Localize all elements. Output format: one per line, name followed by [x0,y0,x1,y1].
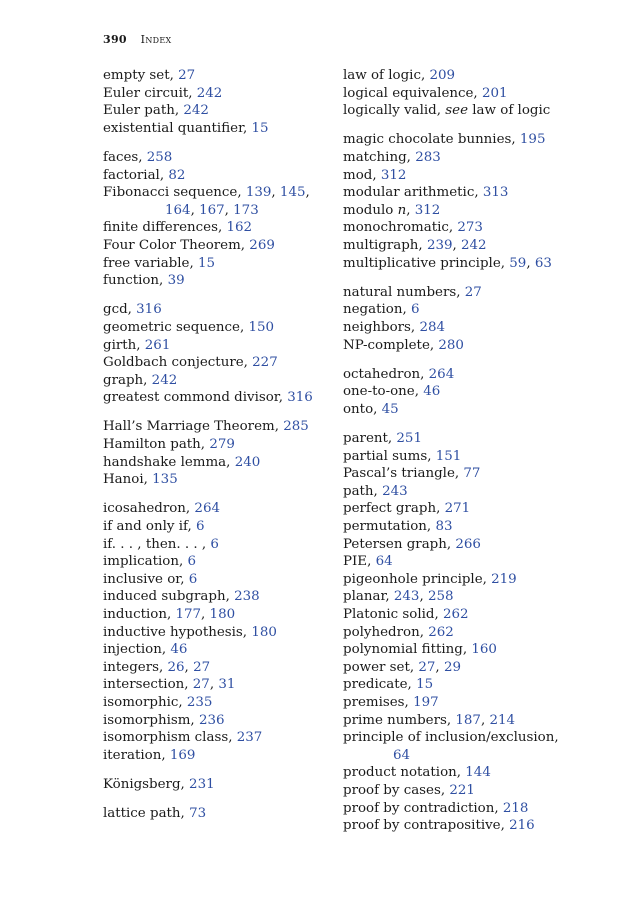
page-link[interactable]: 285 [283,419,309,435]
index-entry [343,383,588,401]
index-entry [343,131,588,149]
index-term: matching, [343,149,416,165]
index-term: gcd, [103,302,137,318]
index-entry [103,319,333,337]
index-entry: multigraph, 239, 242 [343,237,487,253]
index-entry [103,272,333,290]
page-link[interactable]: 227 [252,355,278,371]
page-link[interactable]: 145 [279,185,306,201]
page-link[interactable]: 63 [534,255,552,271]
page-link[interactable]: 150 [248,319,275,335]
page-link[interactable]: 15 [251,120,269,136]
index-term: girth, [103,337,145,353]
index-term: isomorphism class, [103,730,237,746]
page-link[interactable]: 160 [471,642,497,658]
index-term: Goldbach conjecture, [103,355,253,371]
index-entry [343,284,588,302]
index-term: isomorphism, [103,712,199,728]
page-link[interactable]: 15 [416,677,434,693]
separator: , [224,202,234,218]
index-term: lattice path, [103,806,190,822]
page-link[interactable]: 242 [151,372,178,388]
page-link[interactable]: 27 [464,284,482,300]
index-term: partial sums, [343,448,436,464]
index-entry [343,817,588,835]
index-entry [343,500,588,518]
page-link[interactable]: 239 [426,237,453,253]
page-link[interactable]: 169 [169,747,196,763]
page-link[interactable]: 135 [152,472,178,488]
index-group-i [103,500,333,764]
page-link[interactable]: 242 [183,103,209,119]
index-term: one-to-one, [343,384,424,400]
index-entry [103,372,333,390]
page-link[interactable]: 235 [186,694,213,710]
index-entry: intersection, 27, 31 [103,677,236,693]
index-entry [343,571,588,589]
index-term: modular arithmetic, [343,185,483,201]
index-entry [343,430,588,448]
index-entry [103,624,333,642]
index-column-left [103,67,333,823]
index-term: factorial, [103,167,169,183]
page-link[interactable]: 6 [188,571,198,587]
page-link[interactable]: 209 [429,68,456,83]
page-link[interactable]: 27 [192,677,210,693]
index-entry [103,694,333,712]
index-group-o [343,366,588,419]
index-entry [343,202,588,220]
page-link[interactable]: 214 [489,712,516,728]
index-term: proof by cases, [343,782,450,798]
index-entry [103,85,333,103]
index-entry [343,102,588,120]
page-link[interactable]: 45 [381,401,399,417]
index-term: multiplicative principle, [343,255,510,271]
index-entry [103,536,333,554]
page-link[interactable]: 6 [187,554,196,570]
see-reference: see [445,103,469,119]
separator: , [305,185,310,201]
page-link[interactable]: 312 [414,202,441,218]
index-entry [103,471,333,489]
index-entry [343,337,588,355]
index-entry [103,418,333,436]
index-entry [103,67,333,85]
page-link[interactable]: 82 [168,167,186,183]
index-term: isomorphic, [103,694,187,710]
page-link[interactable]: 271 [444,501,471,517]
page-link[interactable]: 6 [210,536,219,552]
index-entry: integers, 26, 27 [103,659,211,675]
index-entry [103,167,333,185]
page-link[interactable]: 266 [455,536,481,552]
index-entry [103,805,333,823]
index-term: polyhedron, [343,624,429,640]
index-term: power set, [343,659,419,675]
index-entry [343,167,588,185]
index-term: proof by contrapositive, [343,818,510,834]
index-term: induced subgraph, [103,589,235,605]
index-column-right [343,67,588,835]
page-link[interactable]: 46 [423,384,441,400]
page-link[interactable]: 15 [197,255,216,271]
index-term: if and only if, [103,519,196,535]
index-entry [103,120,333,138]
page-link[interactable]: 39 [167,273,185,289]
index-entry [343,219,588,237]
page-link[interactable]: 258 [427,589,454,605]
page-link[interactable]: 221 [449,782,475,798]
page-link[interactable]: 27 [418,659,436,675]
index-term: function, [103,273,168,289]
page-link[interactable]: 242 [196,85,223,101]
page-link[interactable]: 283 [415,149,441,165]
index-entry [343,764,588,782]
page-link[interactable]: 64 [375,554,393,570]
page-link[interactable]: 279 [209,437,235,453]
index-entry [103,255,333,273]
page-link[interactable]: 269 [249,237,275,253]
index-term: faces, [103,149,147,165]
index-entry [343,641,588,659]
index-entry: power set, 27, 29 [343,659,461,675]
index-entry [103,389,333,407]
index-term: premises, [343,694,414,710]
index-term: Euler circuit, [103,85,197,101]
index-entry [103,354,333,372]
separator: , [406,202,415,218]
page-link[interactable]: 243 [382,483,408,499]
index-term: Hamilton path, [103,437,210,453]
page-link[interactable]: 27 [178,68,196,83]
page-link[interactable]: 219 [491,571,517,587]
page-link[interactable]: 83 [435,519,453,535]
index-entry [103,518,333,536]
page-link[interactable]: 144 [465,765,491,781]
page-link[interactable]: 64 [393,747,411,763]
index-term: graph, [103,372,152,388]
index-entry: induction, 177, 180 [103,607,236,622]
index-term: Four Color Theorem, [103,237,250,253]
index-term: inductive hypothesis, [103,624,252,640]
index-entry [103,776,333,794]
index-term: octahedron, [343,366,429,382]
index-term: modulo [343,202,398,218]
index-term: parent, [343,431,397,447]
index-group-m [343,131,588,272]
page-link[interactable]: 264 [428,366,455,382]
page-link[interactable]: 162 [226,220,253,236]
page-title: Index [140,33,172,46]
index-term: Platonic solid, [343,607,443,622]
page-link[interactable]: 26 [167,659,185,675]
index-entry [103,571,333,589]
index-term: greatest commond divisor, [103,390,288,406]
index-term: principle of inclusion/exclusion, [343,730,559,746]
page-link[interactable]: 139 [245,185,272,201]
see-target: law of logic [468,103,551,119]
page-link[interactable]: 59 [509,255,527,271]
index-entry [103,588,333,606]
index-entry: multiplicative principle, 59, 63 [343,255,552,271]
index-term: intersection, [103,677,193,693]
index-entry [103,237,333,255]
index-entry [103,149,333,167]
index-term: handshake lemma, [103,454,235,470]
index-entry-continuation [343,747,588,765]
page-link[interactable]: 164 [165,202,191,218]
index-term: Petersen graph, [343,536,456,552]
index-term: integers, [103,659,168,675]
index-entry [343,448,588,466]
index-entry [343,149,588,167]
page-link[interactable]: 6 [196,519,205,535]
page-link[interactable]: 280 [438,337,464,353]
index-term: neighbors, [343,319,420,335]
index-variable: n [397,202,407,218]
page-link[interactable]: 151 [435,448,462,464]
page-link[interactable]: 180 [209,607,236,622]
index-term: perfect graph, [343,501,445,517]
index-term: Pascal’s triangle, [343,466,464,482]
page-link[interactable]: 236 [198,712,225,728]
index-term: onto, [343,401,382,417]
index-entry [343,536,588,554]
page-link[interactable]: 238 [234,589,260,605]
index-term: path, [343,483,383,499]
index-entry [343,553,588,571]
index-term: implication, [103,554,188,570]
index-term: product notation, [343,765,466,781]
index-term: iteration, [103,747,170,763]
index-group-l2 [343,67,588,120]
index-entry [343,319,588,337]
index-term: Hanoi, [103,472,153,488]
index-group-l [103,805,333,823]
page-link[interactable]: 258 [146,149,173,165]
index-term: mod, [343,167,381,183]
page-link[interactable]: 187 [455,712,481,728]
index-term: logically valid, [343,103,446,119]
index-entry [103,641,333,659]
page-link[interactable]: 237 [236,730,263,746]
index-entry [343,729,588,747]
index-entry [103,337,333,355]
page-link[interactable]: 231 [189,776,215,792]
index-entry [343,676,588,694]
page-link[interactable]: 73 [189,806,207,822]
index-entry [343,606,588,624]
page-link[interactable]: 46 [170,642,188,658]
index-group-p [343,430,588,835]
index-term: polynomial fitting, [343,642,472,658]
index-term: injection, [103,642,171,658]
separator: , [271,185,280,201]
index-term: pigeonhole principle, [343,571,492,587]
index-group-h [103,418,333,488]
page-link[interactable]: 240 [234,454,261,470]
index-entry [103,436,333,454]
index-entry [103,553,333,571]
index-entry [103,454,333,472]
page-link[interactable]: 251 [396,431,422,447]
index-entry [343,518,588,536]
index-term: free variable, [103,255,198,271]
index-term: Euler path, [103,103,184,119]
page-link[interactable]: 167 [199,202,225,218]
index-term: magic chocolate bunnies, [343,132,520,148]
index-entry [343,465,588,483]
page-link[interactable]: 201 [481,85,508,101]
index-term: Königsberg, [103,776,190,792]
index-entry [343,67,588,85]
index-term: existential quantifier, [103,120,252,136]
page-link[interactable]: 197 [413,694,439,710]
page-link[interactable]: 180 [251,624,277,640]
page-link[interactable]: 262 [428,624,454,640]
index-group-f [103,149,333,290]
index-entry-continuation [103,202,333,220]
index-term: multigraph, [343,237,427,253]
index-term: planar, [343,589,394,605]
index-entry [103,712,333,730]
index-term: predicate, [343,677,417,693]
index-entry: prime numbers, 187, 214 [343,712,516,728]
index-entry [103,301,333,319]
index-group-g [103,301,333,407]
page-link[interactable]: 243 [393,589,420,605]
index-group-n [343,284,588,354]
index-group-e [103,67,333,137]
index-entry [343,301,588,319]
index-entry [343,694,588,712]
page-link[interactable]: 77 [463,466,481,482]
index-entry [343,85,588,103]
index-term: permutation, [343,519,436,535]
index-term: law of logic, [343,68,430,83]
index-entry [103,102,333,120]
index-term: induction, [103,607,176,622]
running-header [103,33,171,46]
index-entry [343,624,588,642]
index-term: geometric sequence, [103,319,249,335]
page-link[interactable]: 264 [194,501,220,517]
index-entry [343,782,588,800]
index-term: NP-complete, [343,337,439,353]
page-link[interactable]: 195 [519,132,546,148]
page-number: 390 [103,33,127,46]
page-link[interactable]: 312 [380,167,407,183]
page-link[interactable]: 313 [482,185,509,201]
index-term: logical equivalence, [343,85,482,101]
page-link[interactable]: 273 [457,220,483,236]
page-link[interactable]: 216 [509,818,535,834]
page-link[interactable]: 316 [136,302,162,318]
index-entry [343,800,588,818]
page-link[interactable]: 31 [218,677,236,693]
page-link[interactable]: 218 [502,800,529,816]
index-group-k [103,776,333,794]
page-link[interactable]: 262 [442,607,469,622]
page-link[interactable]: 316 [287,390,313,406]
index-term: empty set, [103,68,179,83]
page-link[interactable]: 242 [461,237,487,253]
index-term: proof by contradiction, [343,800,503,816]
index-term: Fibonacci sequence, [103,185,246,201]
index-entry [343,184,588,202]
index-entry [103,219,333,237]
separator: , [190,202,200,218]
index-entry [103,747,333,765]
page-link[interactable]: 6 [410,302,420,318]
index-entry [343,483,588,501]
index-term: if. . . , then. . . , [103,536,211,552]
index-term: finite differences, [103,220,227,236]
index-term: monochromatic, [343,220,458,236]
page-link[interactable]: 29 [443,659,461,675]
page-link[interactable]: 27 [193,659,211,675]
index-term: inclusive or, [103,571,189,587]
page-link[interactable]: 261 [144,337,171,353]
index-term: negation, [343,302,411,318]
page-link[interactable]: 177 [175,607,202,622]
page-link[interactable]: 173 [233,202,259,218]
index-term: prime numbers, [343,712,456,728]
page-link[interactable]: 284 [419,319,446,335]
index-term: Hall’s Marriage Theorem, [103,419,284,435]
index-entry: planar, 243, 258 [343,589,454,605]
index-term: natural numbers, [343,284,465,300]
index-entry [103,184,333,202]
index-entry [343,366,588,384]
index-entry [343,401,588,419]
index-term: icosahedron, [103,501,195,517]
index-entry [103,729,333,747]
index-term: PIE, [343,554,376,570]
index-entry [103,500,333,518]
